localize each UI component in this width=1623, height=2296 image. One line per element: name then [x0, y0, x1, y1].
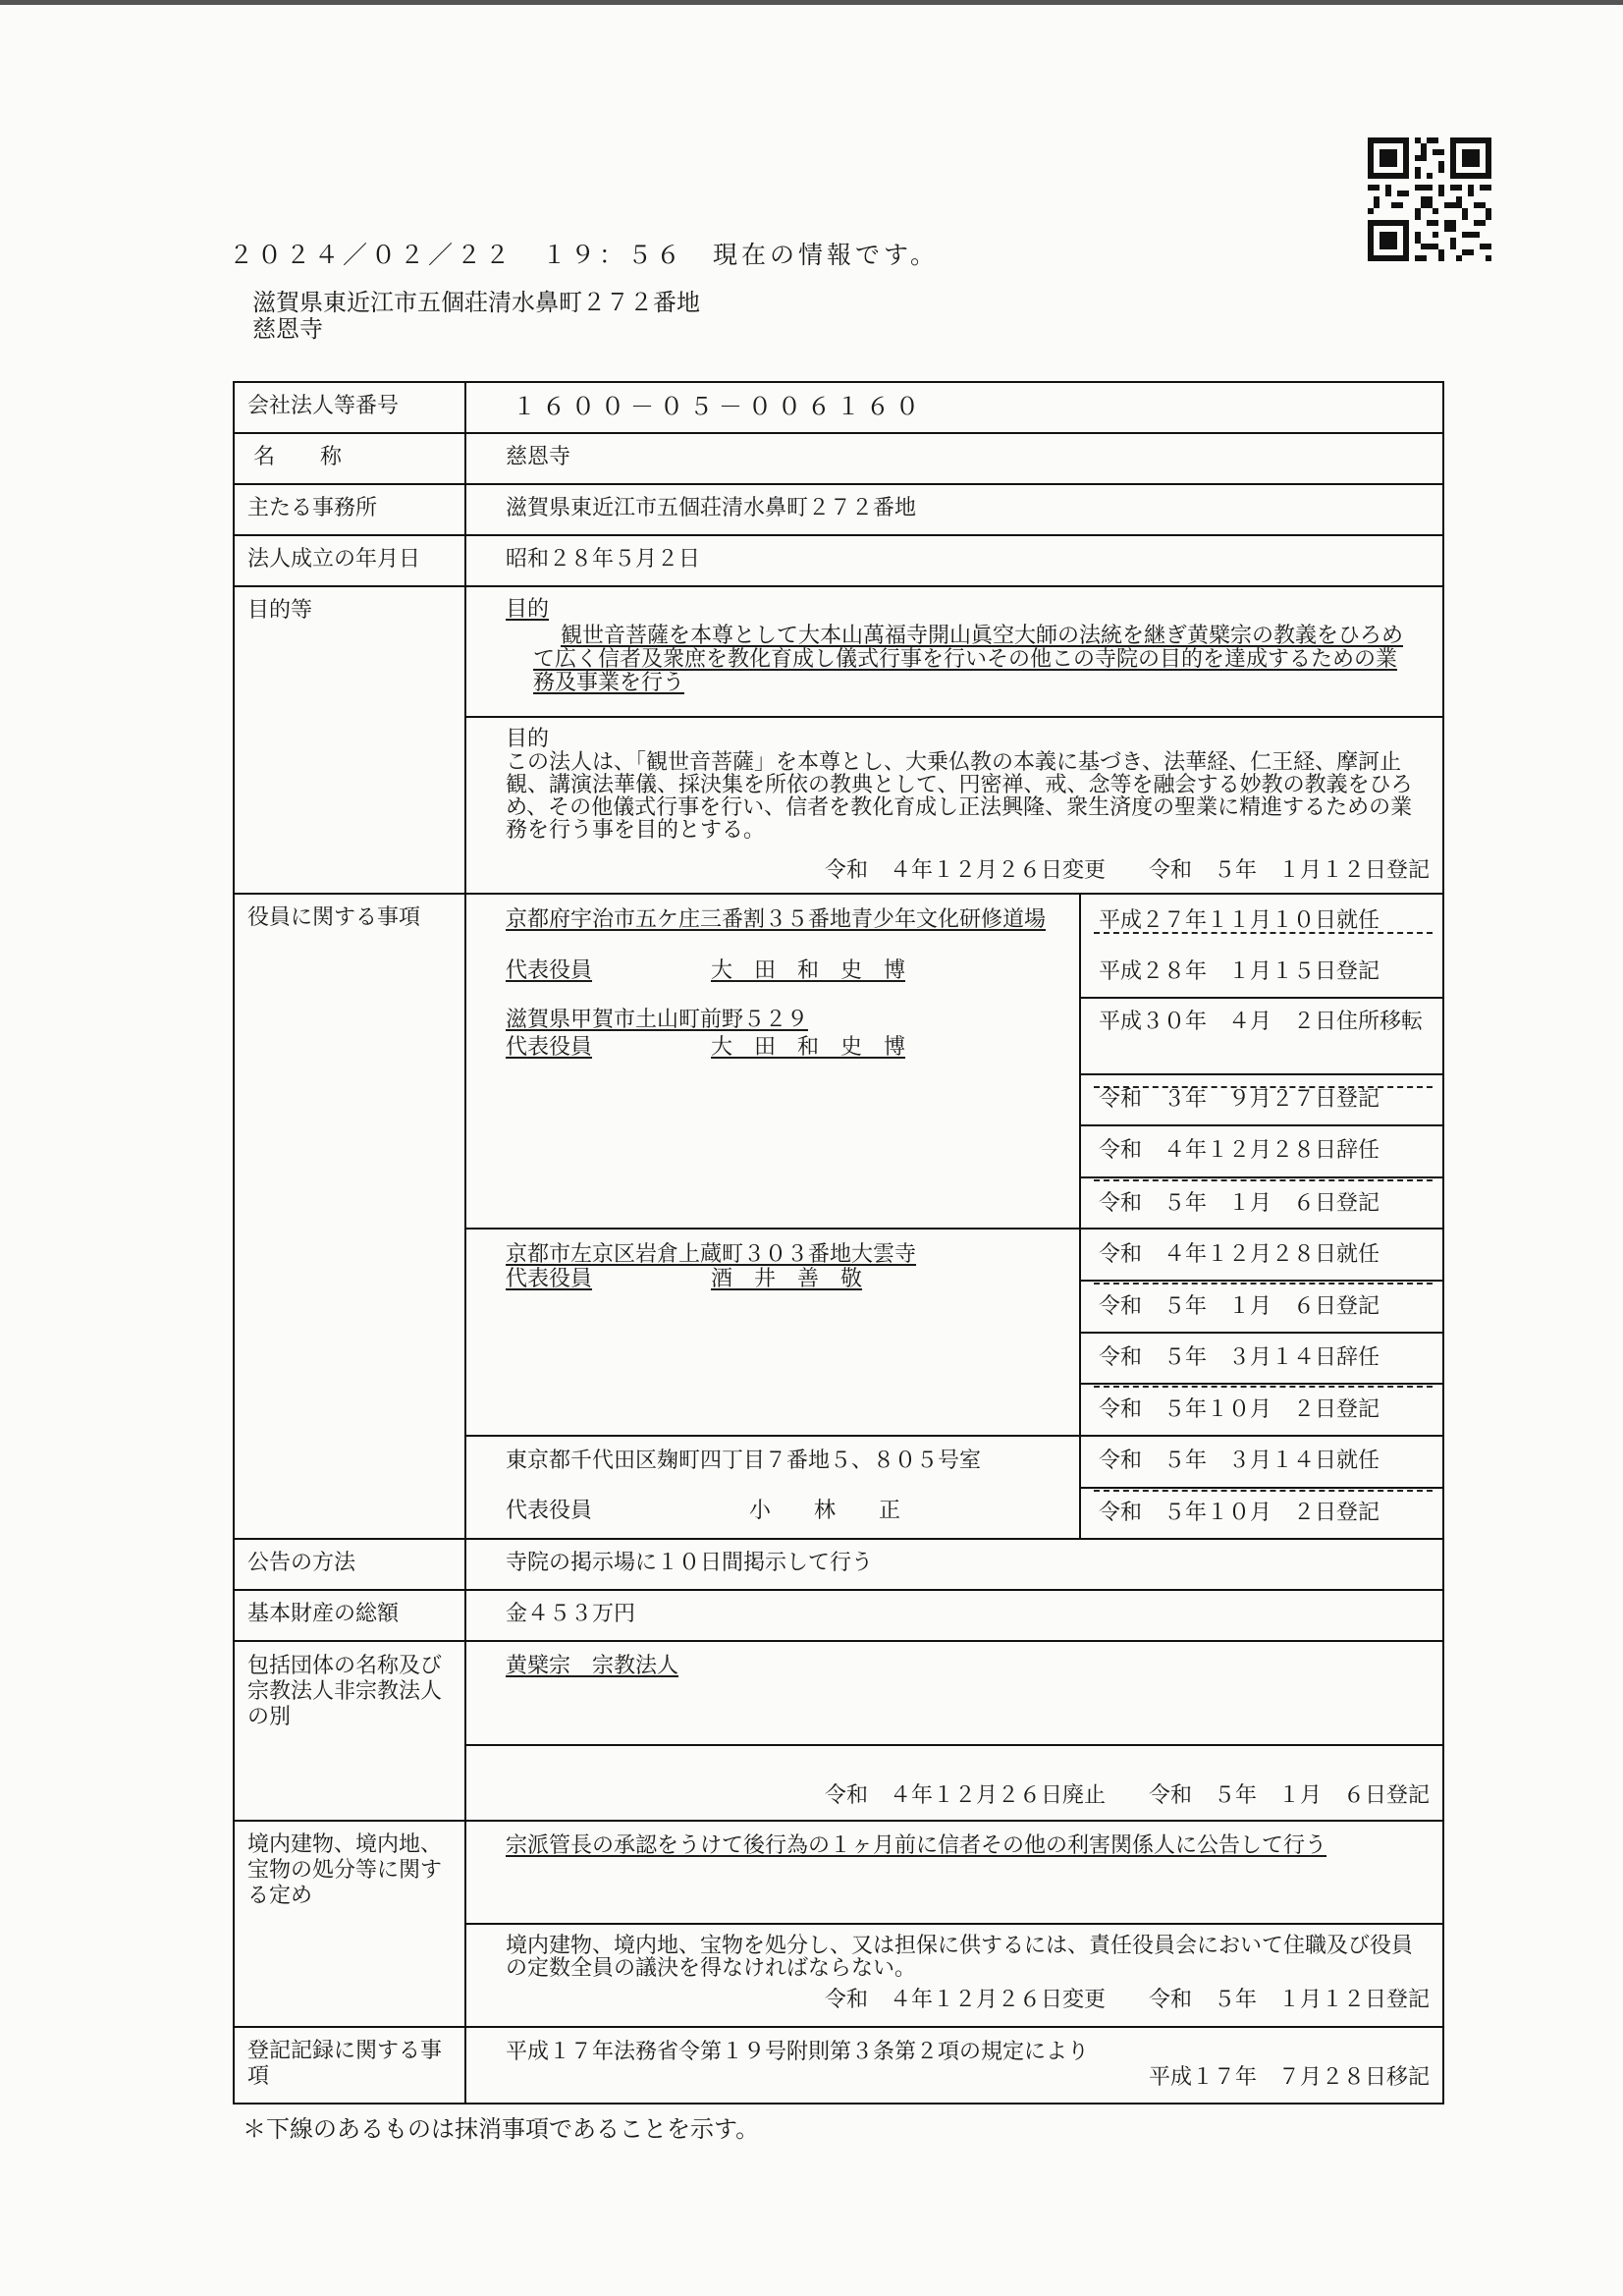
- officer-address: 京都府宇治市五ケ庄三番割３５番地青少年文化研修道場: [506, 907, 1047, 932]
- officer-group-divider: [464, 1435, 1444, 1437]
- officer-date: 平成３０年 ４月 ２日住所移転: [1099, 1010, 1424, 1034]
- name-value: 慈恩寺: [506, 445, 571, 469]
- officer-role: 代表役員: [506, 958, 593, 983]
- purpose-new-title: 目的: [506, 727, 550, 751]
- office-label: 主たる事務所: [247, 496, 378, 520]
- purpose-new-text: この法人は、「観世音菩薩」を本尊とし、大乗仏教の本義に基づき、法華経、仁王経、摩訶止観、講演法華儀、採決集を所依の教典として、円密禅、戒、念等を融会する妙教の教義をひろめ、その他儀式行事を行い、信者を教化育成し正法興隆、衆生済度の聖業に精進するための業務を行う事を目的とする。: [506, 750, 1413, 843]
- header-name: 慈恩寺: [252, 315, 323, 343]
- row-divider: [233, 893, 1444, 895]
- corp-number-label: 会社法人等番号: [247, 394, 400, 418]
- date-cell-divider: [1079, 1383, 1444, 1385]
- header-address-block: [252, 290, 700, 343]
- registry-label: 登記記録に関する事項: [247, 2039, 443, 2089]
- date-cell-divider: [1079, 1176, 1444, 1178]
- purpose-old-text: 観世音菩薩を本尊として大本山萬福寺開山眞空大師の法統を継ぎ黄檗宗の教義をひろめて広く信者及衆庶を教化育成し儀式行事を行いその他この寺院の目的を達成するための業務及事業を行う: [533, 624, 1404, 695]
- date-link-dashed: [1094, 1283, 1433, 1285]
- notice-label: 公告の方法: [247, 1551, 356, 1575]
- row-divider: [233, 2026, 1444, 2028]
- assets-label: 基本財産の総額: [247, 1602, 400, 1626]
- officer-date: 令和 ５年１０月 ２日登記: [1099, 1501, 1380, 1525]
- umbrella-label: 包括団体の名称及び宗教法人非宗教法人の別: [247, 1654, 443, 1729]
- purpose-sub-divider: [464, 716, 1444, 718]
- officer-group-divider: [464, 1228, 1444, 1230]
- officer-address: 東京都千代田区麹町四丁目７番地５、８０５号室: [506, 1449, 982, 1473]
- corp-number-value: １６００－０５－００６１６０: [513, 393, 925, 420]
- row-divider: [233, 432, 1444, 434]
- officer-date: 令和 ５年１０月 ２日登記: [1099, 1397, 1380, 1422]
- officer-address: 京都市左京区岩倉上蔵町３０３番地大雲寺: [506, 1242, 917, 1267]
- officer-date: 令和 ４年１２月２８日就任: [1099, 1242, 1380, 1267]
- officer-role: 代表役員: [506, 1267, 593, 1291]
- date-link-dashed: [1094, 1490, 1433, 1492]
- registry-date: 平成１７年 ７月２８日移記: [1148, 2065, 1430, 2090]
- date-cell-divider: [1079, 1487, 1444, 1489]
- officer-date: 令和 ５年 １月 ６日登記: [1099, 1294, 1380, 1319]
- row-divider: [233, 534, 1444, 536]
- umbrella-sub-divider: [464, 1744, 1444, 1746]
- officer-role: 代表役員: [506, 1499, 593, 1523]
- purpose-label: 目的等: [247, 598, 313, 623]
- registry-value: 平成１７年法務省令第１９号附則第３条第２項の規定により: [506, 2040, 1090, 2064]
- date-link-dashed: [1094, 1179, 1433, 1181]
- label-column-divider: [464, 381, 466, 2105]
- officer-role: 代表役員: [506, 1035, 593, 1060]
- umbrella-value: 黄檗宗 宗教法人: [506, 1654, 679, 1678]
- purpose-new-date: 令和 ４年１２月２６日変更 令和 ５年 １月１２日登記: [824, 858, 1430, 883]
- notice-value: 寺院の掲示場に１０日間掲示して行う: [506, 1551, 874, 1575]
- row-divider: [233, 1589, 1444, 1591]
- qr-code: [1368, 137, 1491, 261]
- property-sub-divider: [464, 1923, 1444, 1925]
- officer-name: 酒 井 善 敬: [711, 1267, 863, 1291]
- officer-date: 平成２８年 １月１５日登記: [1099, 959, 1380, 984]
- officer-date: 令和 ５年 ３月１４日辞任: [1099, 1345, 1380, 1370]
- officer-date: 令和 ５年 １月 ６日登記: [1099, 1191, 1380, 1216]
- officer-name: 大 田 和 史 博: [711, 1035, 906, 1060]
- officer-date: 令和 ４年１２月２８日辞任: [1099, 1138, 1380, 1163]
- date-cell-divider: [1079, 1124, 1444, 1126]
- row-divider: [233, 1820, 1444, 1822]
- header-timestamp: ２０２４／０２／２２ １９：５６ 現在の情報です。: [229, 241, 940, 269]
- row-divider: [233, 483, 1444, 485]
- row-divider: [233, 1538, 1444, 1540]
- property-new-date: 令和 ４年１２月２６日変更 令和 ５年 １月１２日登記: [824, 1988, 1430, 2012]
- property-old-text: 宗派管長の承認をうけて後行為の１ヶ月前に信者その他の利害関係人に公告して行う: [506, 1833, 1327, 1858]
- officer-date: 令和 ５年 ３月１４日就任: [1099, 1449, 1380, 1473]
- established-label: 法人成立の年月日: [247, 547, 421, 572]
- established-value: 昭和２８年５月２日: [506, 547, 701, 572]
- date-cell-divider: [1079, 1073, 1444, 1075]
- scan-edge: [0, 0, 1623, 5]
- date-cell-divider: [1079, 1332, 1444, 1334]
- property-label: 境内建物、境内地、宝物の処分等に関する定め: [247, 1832, 443, 1908]
- officer-name: 小 林 正: [749, 1499, 901, 1523]
- date-link-dashed: [1094, 1386, 1433, 1388]
- officer-date-divider: [1079, 893, 1081, 1538]
- officer-date: 令和 ３年 ９月２７日登記: [1099, 1087, 1380, 1112]
- office-value: 滋賀県東近江市五個荘清水鼻町２７２番地: [506, 496, 917, 520]
- umbrella-date: 令和 ４年１２月２６日廃止 令和 ５年 １月 ６日登記: [824, 1783, 1430, 1808]
- row-divider: [233, 585, 1444, 587]
- row-divider: [233, 1640, 1444, 1642]
- purpose-old-title: 目的: [506, 597, 550, 622]
- name-label: 名 称: [253, 445, 354, 469]
- officer-address: 滋賀県甲賀市土山町前野５２９: [506, 1008, 809, 1032]
- assets-value: 金４５３万円: [506, 1602, 636, 1626]
- officer-date: 平成２７年１１月１０日就任: [1099, 908, 1380, 933]
- date-cell-divider: [1079, 1280, 1444, 1282]
- property-new-text: 境内建物、境内地、宝物を処分し、又は担保に供するには、責任役員会において住職及び役員の定数全員の議決を得なければならない。: [506, 1934, 1414, 1981]
- header-address: 滋賀県東近江市五個荘清水鼻町２７２番地: [252, 289, 700, 316]
- officers-label: 役員に関する事項: [247, 905, 421, 930]
- date-cell-divider: [1079, 997, 1444, 999]
- officer-name: 大 田 和 史 博: [711, 958, 906, 983]
- footnote: ＊下線のあるものは抹消事項であることを示す。: [243, 2115, 760, 2143]
